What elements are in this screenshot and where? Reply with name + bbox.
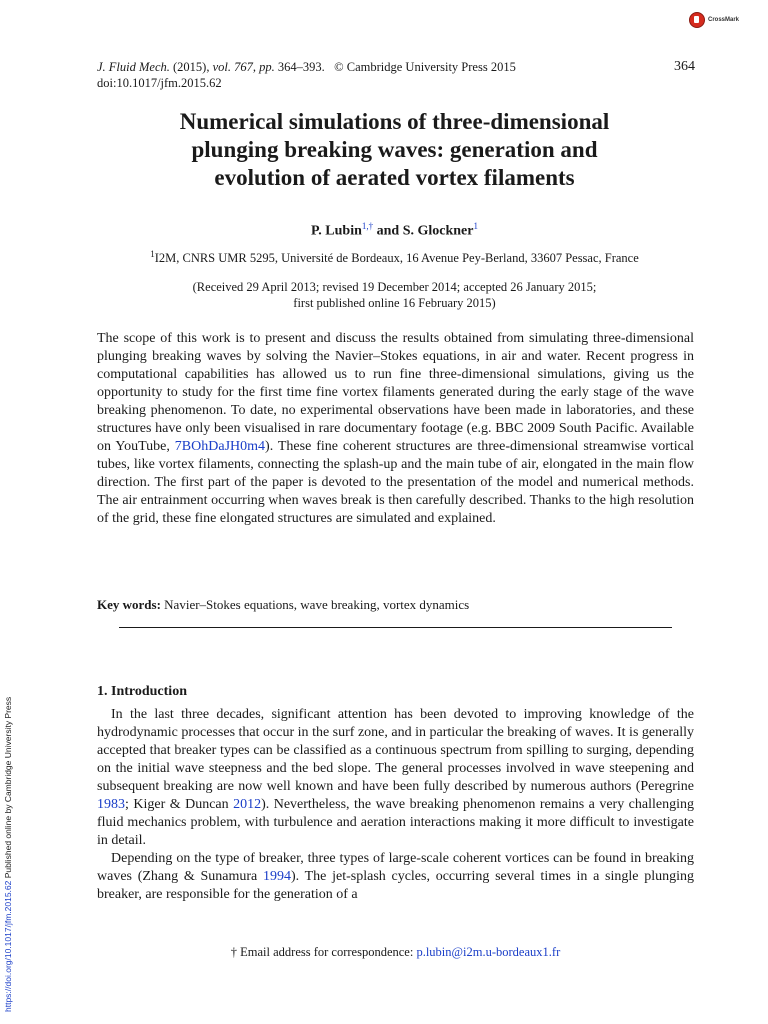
youtube-link[interactable]: 7BOhDaJH0m4 [174,439,266,454]
received-line-1: (Received 29 April 2013; revised 19 December 2014; accepted 26 January 2015; [192,280,597,294]
author-lubin: P. Lubin [311,223,362,239]
intro-paragraph-2: Depending on the type of breaker, three types of large-scale coherent vortices can be found in breaking waves (Zhang & Sunamura 1994). The jet-splash cycles, occurring several times in a single plunging breaker, are responsible for the generation of a [97,851,694,902]
journal-name: J. Fluid Mech. [97,60,170,74]
page-number: 364 [674,59,695,74]
intro-paragraph-1: In the last three decades, significant attention has been devoted to improving knowledge of the hydrodynamic processes that occur in the surf zone, and in particular the breaking of waves. It is generally accepted that breaker types can be classified as a continuous spectrum from spilling to surging, depending on the initial wave steepness and the bed slope. The general processes involved in wave steepening and subsequent breaking are now well known and have been fully described by numerous authors (Peregrine 1983; Kiger & Duncan 2012). Nevertheless, the wave breaking phenomenon remains a very challenging fluid mechanics problem, with turbulence and aeration interactions making it more difficult to investigate in detail. [97,707,694,848]
crossmark-badge[interactable] [689,12,739,28]
keywords-text: Navier–Stokes equations, wave breaking, vortex dynamics [164,597,470,612]
title-line-1: Numerical simulations of three-dimensional [179,109,610,134]
abstract-text-2: ). These fine coherent structures are three-dimensional streamwise vortical tubes, like vortex filaments, connecting the splash-up and the main tube of air, elongated in the main flow direction. The first part of the paper is devoted to the presentation of the model and numerical methods. The air entrainment occurring when waves break is then carefully described. Thanks to the high resolution of the grid, these fine elongated structures are simulated and explained. [97,439,694,526]
doi-line[interactable]: doi:10.1017/jfm.2015.62 [97,76,222,90]
publisher-sidebar [3,697,13,1012]
copyright-line: © Cambridge University Press 2015 [334,60,516,74]
citation-peregrine-1983[interactable]: 1983 [97,797,125,812]
title-line-2: plunging breaking waves: generation and [191,137,598,162]
affiliation-ref-lubin[interactable]: 1,† [361,221,374,231]
footnote-prefix: † Email address for correspondence: [230,945,417,959]
affiliation [97,249,692,266]
correspondence-footnote [97,945,694,960]
title-line-3: evolution of aerated vortex filaments [214,165,575,190]
journal-header [97,59,695,91]
crossmark-label: CrossMark [708,17,740,23]
paper-title [97,108,692,192]
introduction-body [97,706,694,904]
correspondence-email-link[interactable]: p.lubin@i2m.u-bordeaux1.fr [416,945,561,959]
citation-kiger-duncan-2012[interactable]: 2012 [233,797,262,812]
section-divider [119,627,672,628]
author-list [97,221,692,240]
affiliation-text: I2M, CNRS UMR 5295, Université de Bordeaux, 16 Avenue Pey-Berland, 33607 Pessac, France [154,251,639,266]
journal-pp: pp. [259,60,275,74]
received-line-2: first published online 16 February 2015) [293,296,496,310]
section-heading-introduction: 1. Introduction [97,684,187,699]
crossmark-icon [689,12,705,28]
journal-pages: 364–393. [277,60,325,74]
dagger-footnote-ref[interactable]: † [368,221,374,231]
abstract [97,330,694,528]
sidebar-doi-link[interactable]: https://doi.org/10.1017/jfm.2015.62 [3,880,13,1012]
abstract-text-1: The scope of this work is to present and discuss the results obtained from simulating three-dimensional plunging breaking waves by solving the Navier–Stokes equations, in air and water. Recent progress in computational capabilities has allowed us to run fine three-dimensional simulations, giving us the opportunity to study for the first time fine vortex filaments generated during the early stage of the wave breaking phenomenon. To date, no experimental observations have been made in laboratories, and these structures have only been visualised in rare documentary footage (e.g. BBC 2009 South Pacific. Available on YouTube, [97,331,694,454]
journal-year: (2015), [173,60,210,74]
author-conjunction: and [376,223,400,239]
affiliation-ref-glockner[interactable]: 1 [473,221,478,231]
keywords-label: Key words: [97,597,161,612]
citation-zhang-sunamura-1994[interactable]: 1994 [262,869,291,884]
received-dates [97,279,692,311]
sidebar-text: Published online by Cambridge University Press [3,696,13,881]
affiliation-marker: 1 [150,249,155,259]
journal-volume: vol. 767, [212,60,256,74]
keywords [97,597,694,613]
author-glockner: S. Glockner [402,223,474,239]
